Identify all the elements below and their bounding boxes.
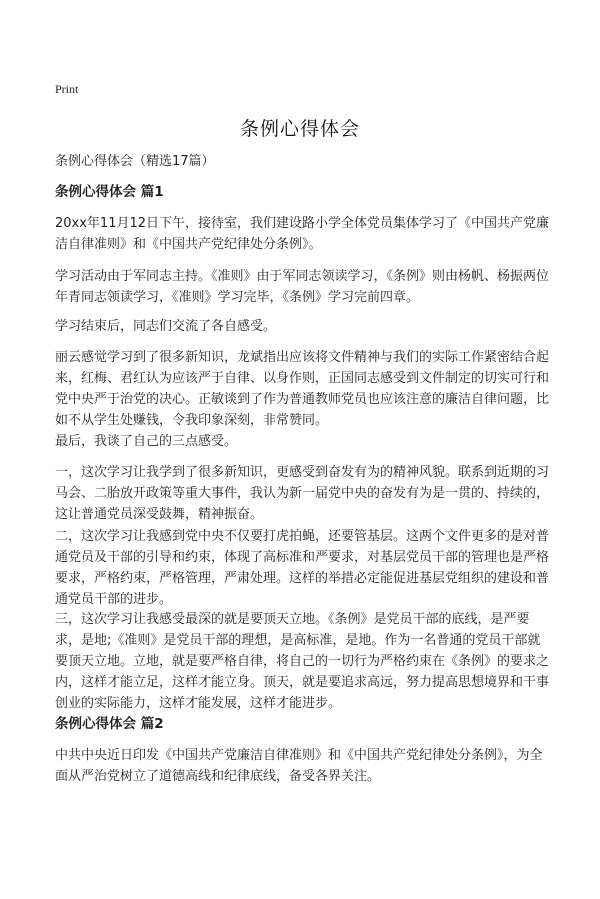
paragraph: 丽云感觉学习到了很多新知识，龙斌指出应该将文件精神与我们的实际工作紧密结合起来，红梅、君红认为应该严于自律、以身作则，正国同志感受到文件制定的切实可行和党中央严于治党的决心。正敏谈到了作为普通教师党员也应该注意的廉洁自律问题，比如不从学生处赚钱，令我印象深刻，非常赞同。 [55,350,550,428]
document-subtitle: 条例心得体会（精选17篇） [55,154,215,169]
print-label[interactable]: Print [55,82,79,96]
paragraph: 学习结束后，同志们交流了各自感受。 [55,319,277,334]
paragraph: 最后，我谈了自己的三点感受。 [55,434,238,449]
paragraph: 二，这次学习让我感到党中央不仅要打虎拍蝇，还要管基层。这两个文件更多的是对普通党员及干部的引导和约束，体现了高标准和严要求，对基层党员干部的管理也是严格要求，严格约束，严格管理，严肃处理。这样的举措必定能促进基层党组织的建设和普通党员干部的进步。 [55,529,550,607]
page-title: 条例心得体会 [239,118,360,140]
paragraph: 一，这次学习让我学到了很多新知识，更感受到奋发有为的精神风貌。联系到近期的习马会、二胎放开政策等重大事件，我认为新一届党中央的奋发有为是一贯的、持续的，这让普通党员深受鼓舞，精神振奋。 [55,465,550,522]
paragraph: 三，这次学习让我感受最深的就是要顶天立地。《条例》是党员干部的底线，是严要求，是地;《准则》是党员干部的理想，是高标准，是地。作为一名普通的党员干部就要顶天立地。立地，就是要严格自律，将自己的一切行为严格约束在《条例》的要求之内，这样才能立足，这样才能立身。顶天，就是要追求高远，努力提高思想境界和干事创业的实际能力，这样才能发展，这样才能进步。 [55,612,550,711]
paragraph: 学习活动由于军同志主持。《准则》由于军同志领读学习，《条例》则由杨帆、杨振两位年青同志领读学习，《准则》学习完毕，《条例》学习完前四章。 [55,269,550,305]
section-heading-1: 条例心得体会 篇1 [55,184,164,200]
section-heading-2: 条例心得体会 篇2 [55,716,164,732]
paragraph: 中共中央近日印发《中国共产党廉洁自律准则》和《中国共产党纪律处分条例》，为全面从严治党树立了道德高线和纪律底线，备受各界关注。 [55,748,543,784]
paragraph: 20xx年11月12日下午，接待室，我们建设路小学全体党员集体学习了《中国共产党廉洁自律准则》和《中国共产党纪律处分条例》。 [55,216,550,252]
